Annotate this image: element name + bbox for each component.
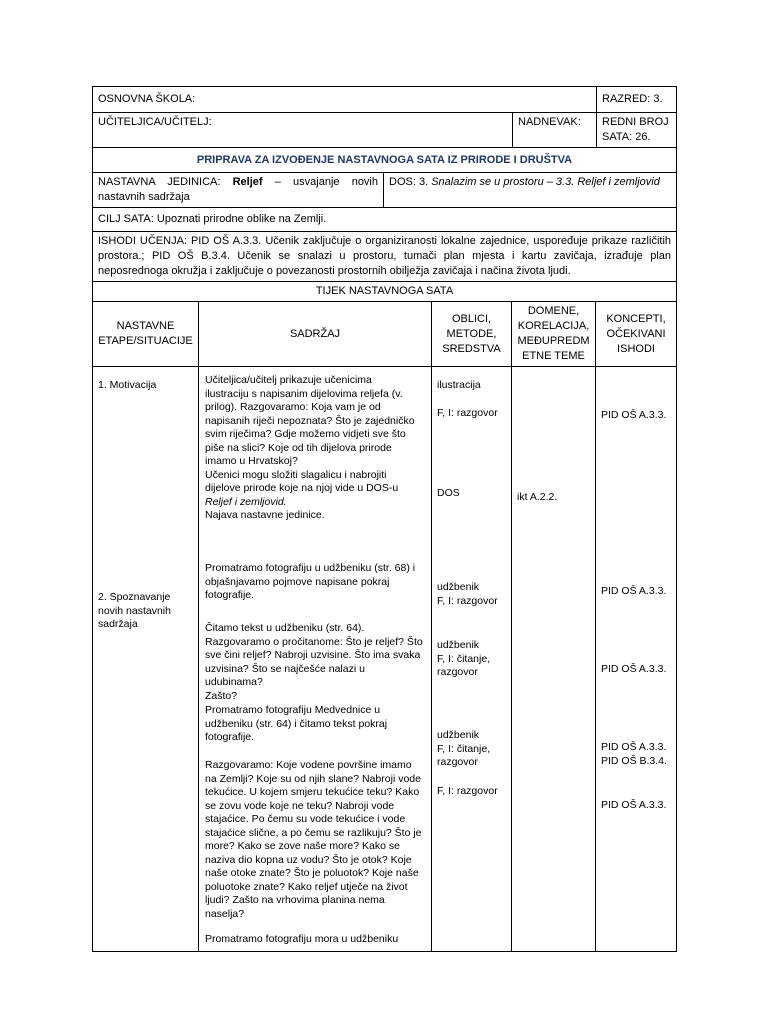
content-para-1 (205, 374, 425, 523)
lesson-number-line2: SATA: 26. (602, 131, 651, 143)
stage-new-content-l2: novih nastavnih (98, 604, 171, 617)
content-line: Promatramo fotografiju u udžbeniku (str. 68) i (205, 562, 416, 574)
col-header-stages-l2: ETAPE/SITUACIJE (98, 335, 193, 347)
content-line: imamo u Hrvatskoj? (205, 455, 298, 467)
col-header-content: SADRŽAJ (199, 302, 432, 367)
stage-motivation: 1. Motivacija (98, 379, 157, 391)
form-dos: DOS (437, 487, 460, 499)
col-header-domains-l1: DOMENE, (527, 305, 580, 317)
content-line: napisanih riječi nepoznata? Što je zajedničko (205, 414, 415, 427)
col-header-outcomes-l1: KONCEPTI, (606, 312, 666, 325)
content-line: udžbeniku (str. 64) i čitamo tekst pokraj (205, 717, 388, 730)
content-para-6: Promatramo fotografiju mora u udžbeniku (205, 933, 399, 945)
content-line: piše na slici? Koje od tih dijelova prirode (205, 441, 392, 454)
form-textbook-1 (437, 581, 506, 608)
lesson-number-cell (597, 113, 677, 148)
grade-cell (597, 87, 677, 113)
content-line: objašnjavamo pojmove napisane pokraj (205, 575, 390, 588)
domain-ikt: ikt A.2.2. (517, 491, 558, 503)
content-line: ljudi? Zašto na vrhovima planina nema (205, 894, 385, 906)
col-header-domains-l2: KORELACIJA, (517, 320, 590, 332)
content-line: naziva dio kopna uz vodu? Što je otok? Koje (205, 853, 412, 866)
stage-new-content (98, 591, 193, 632)
content-line: Promatramo fotografiju Medvednice u (205, 704, 381, 716)
content-line: poluotoke znate? Kako reljef utječe na život (205, 880, 408, 893)
content-line: uzvisina? Što se najčešće nalazi u udubinama? (205, 662, 365, 688)
form-line: F, I: razgovor (437, 594, 498, 607)
col-header-forms (432, 302, 512, 367)
content-line: Učiteljica/učitelj prikazuje učenicima (205, 374, 372, 386)
form-conversation-2: F, I: razgovor (437, 785, 498, 797)
stages-cell (93, 367, 199, 952)
content-line: Učenici mogu složiti slagalicu i nabrojiti (205, 468, 387, 481)
col-header-forms-l3: SREDSTVA (442, 342, 501, 355)
col-header-stages (93, 302, 199, 367)
content-line: Čitamo tekst u udžbeniku (str. 64). (205, 622, 365, 634)
grade-label: RAZRED: 3. (602, 93, 663, 105)
goal-cell: CILJ SATA: Upoznati prirodne oblike na Zemlji. (93, 208, 677, 232)
content-line: sve čini reljef? Nabroji uzvisine. Što ima svaka (205, 649, 421, 661)
content-line: dijelove prirode koje na njoj vide u DOS-u (205, 482, 399, 494)
form-textbook-2 (437, 639, 506, 680)
content-para-4 (205, 704, 425, 745)
col-header-domains (512, 302, 596, 367)
content-line: naše otoke znate? Što je poluotok? Koje naše (205, 867, 419, 879)
dos-prefix: DOS: 3. (389, 176, 432, 188)
content-line: Razgovaramo: Koje vodene površine imamo (205, 759, 412, 771)
col-header-forms-l1: OBLICI, (451, 312, 492, 325)
dos-cell (384, 173, 677, 208)
header-table (92, 86, 677, 148)
col-header-stages-l1: NASTAVNE (116, 320, 175, 332)
outcome-3: PID OŠ A.3.3. (601, 663, 667, 675)
school-cell (93, 87, 597, 113)
form-line: F, I: čitanje, (437, 742, 491, 755)
form-conversation: F, I: razgovor (437, 407, 498, 419)
form-line: udžbenik (437, 729, 480, 741)
form-line: razgovor (437, 756, 478, 768)
form-textbook-3 (437, 729, 506, 770)
outcomes-cell: ISHODI UČENJA: PID OŠ A.3.3. Učenik zaključuje o organiziranosti lokalne zajednice, uspoređuje prikaze različitih prostora.; PID OŠ B.3.4. Učenik se snalazi u prostoru, tumači plan mjesta i kartu zavičaja, izrađuje plan neposrednoga okružja i zaključuje o povezanosti prostornih obilježja zavičaja i načina života ljudi. (93, 232, 677, 282)
content-line: stajaćice. Po čemu su vode tekućice i vode (205, 813, 406, 825)
content-para-3 (205, 622, 425, 703)
form-illustration: ilustracija (437, 379, 481, 391)
form-line: razgovor (437, 666, 478, 678)
content-line: Razgovaramo o pročitanome: Što je reljef? Što (205, 635, 423, 648)
dos-text: Snalazim se u prostoru – 3.3. Reljef i zemljovid (431, 176, 660, 188)
flow-table (92, 301, 677, 952)
date-label: NADNEVAK: (518, 116, 581, 128)
col-header-outcomes-l3: ISHODI (617, 342, 655, 355)
col-header-outcomes (596, 302, 677, 367)
col-header-forms-l2: METODE, (446, 327, 497, 340)
date-cell (513, 113, 597, 148)
content-line: ilustraciju s napisanim dijelovima reljefa (v. (205, 387, 403, 400)
lesson-number-line1: REDNI BROJ (602, 116, 669, 128)
lesson-plan-document (92, 86, 676, 952)
outcome-5: PID OŠ B.3.4. (601, 755, 667, 767)
unit-prefix: NASTAVNA JEDINICA: (98, 176, 233, 188)
unit-cell (93, 173, 384, 208)
unit-name: Reljef (232, 176, 263, 188)
content-line: tekućice. U kojem smjeru tekućice teku? Kako (205, 786, 420, 798)
content-line: svim riječima? Gdje možemo vidjeti sve što (205, 428, 406, 440)
content-para-2 (205, 562, 425, 603)
forms-cell (432, 367, 512, 952)
content-line: prilog). Razgovaramo: Koja vam je od (205, 401, 381, 413)
content-line: Zašto? (205, 689, 238, 702)
school-label: OSNOVNA ŠKOLA: (98, 93, 196, 105)
form-line: udžbenik (437, 639, 480, 651)
content-line: na Zemlji? Koje su od njih slane? Nabroji vode (205, 772, 421, 785)
content-para-5 (205, 759, 425, 921)
content-line: se zovu vode koje ne teku? Nabroji vode (205, 799, 395, 812)
plan-table (92, 147, 677, 302)
content-line: Najava nastavne jedinice. (205, 509, 325, 521)
form-line: udžbenik (437, 581, 480, 593)
content-cell (199, 367, 432, 952)
outcome-1: PID OŠ A.3.3. (601, 409, 667, 421)
teacher-cell (93, 113, 513, 148)
plan-title: PRIPRAVA ZA IZVOĐENJE NASTAVNOGA SATA IZ PRIRODE I DRUŠTVA (93, 148, 677, 173)
content-line: stajaćice slične, a po čemu se razlikuju? Što je (205, 826, 422, 839)
content-line: fotografije. (205, 731, 255, 743)
col-header-domains-l3: MEĐUPREDM (517, 335, 590, 347)
outcome-4: PID OŠ A.3.3. (601, 741, 667, 753)
stage-new-content-l1: 2. Spoznavanje (98, 591, 171, 603)
col-header-outcomes-l2: OČEKIVANI (606, 327, 666, 340)
domains-cell (512, 367, 596, 952)
content-line-italic: Reljef i zemljovid. (205, 495, 287, 508)
stage-new-content-l3: sadržaja (98, 618, 138, 630)
flow-title: TIJEK NASTAVNOGA SATA (93, 282, 677, 302)
teacher-label: UČITELJICA/UČITELJ: (98, 116, 212, 128)
outcome-6: PID OŠ A.3.3. (601, 799, 667, 811)
content-line: fotografije. (205, 589, 255, 601)
outcome-2: PID OŠ A.3.3. (601, 585, 667, 597)
unit-suffix: – usvajanje novih nastavnih sadržaja (98, 176, 378, 203)
outcomes-col-cell (596, 367, 677, 952)
content-line: naselja? (205, 907, 245, 920)
col-header-domains-l4: ETNE TEME (522, 350, 585, 362)
form-line: F, I: čitanje, (437, 652, 491, 665)
content-line: more? Kako se zove naše more? Kako se (205, 840, 400, 852)
